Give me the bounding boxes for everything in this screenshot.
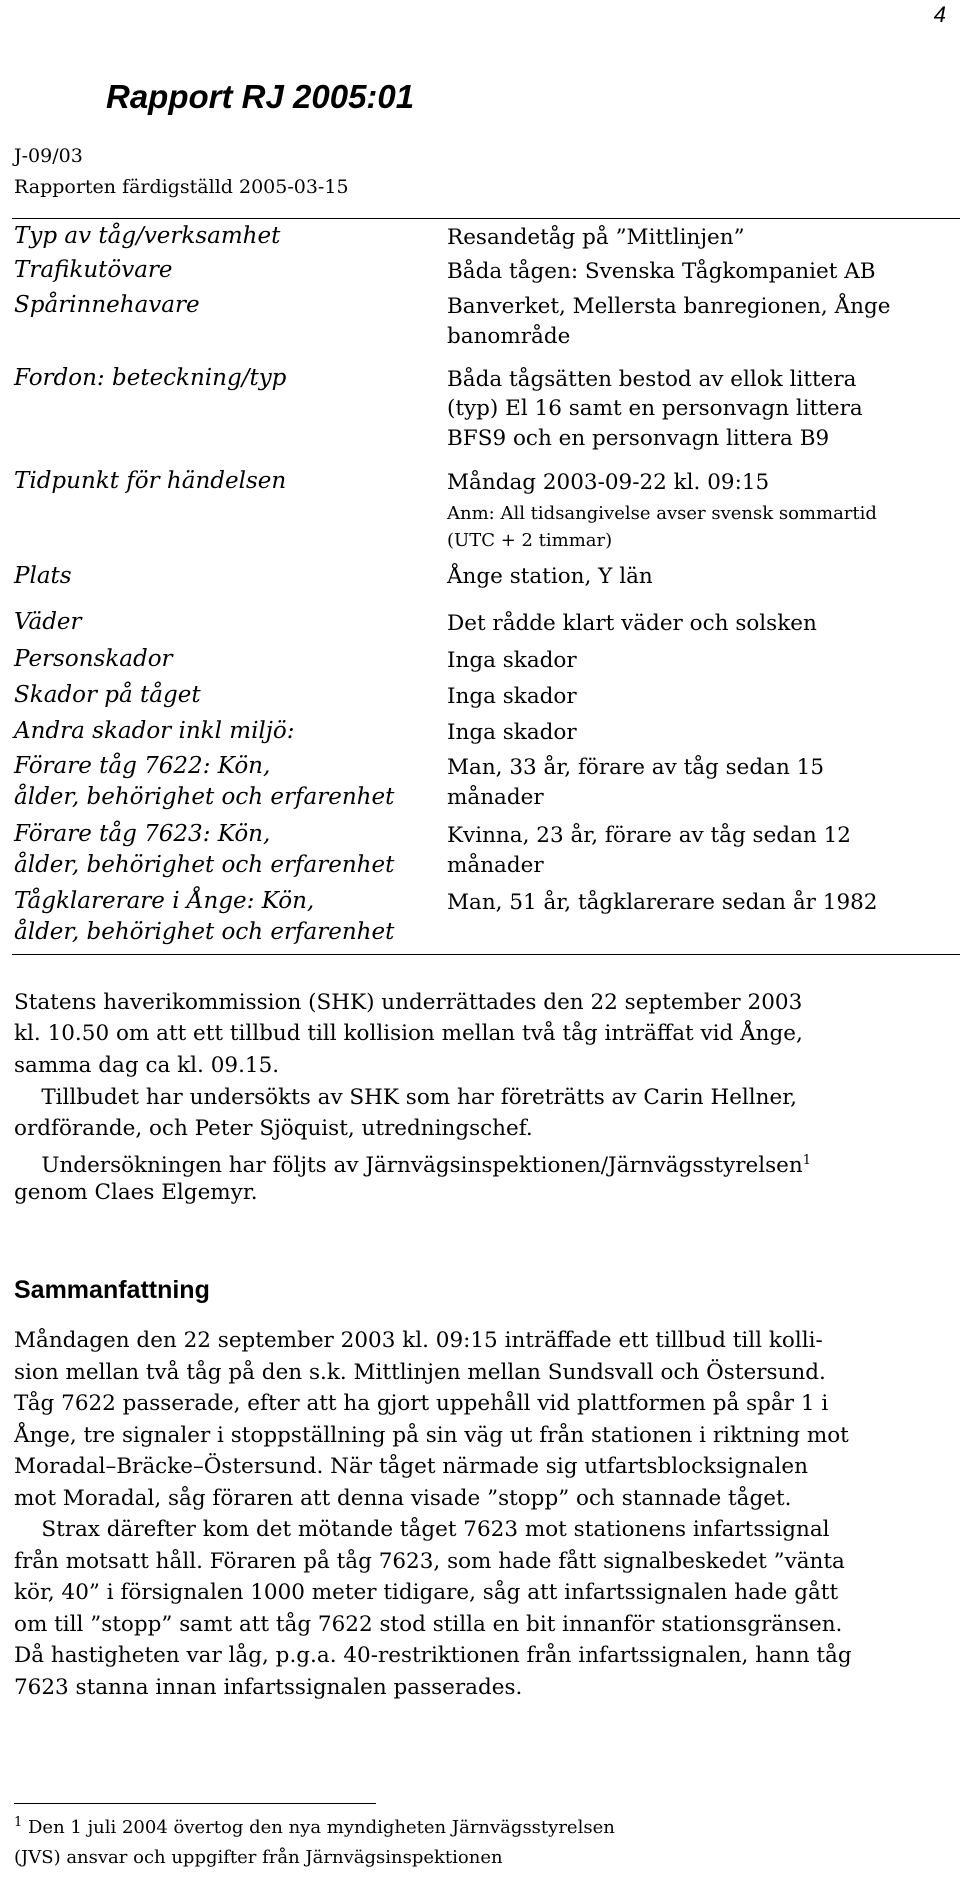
fact-value-vehicles-line3: BFS9 och en personvagn littera B9 xyxy=(447,426,830,451)
fact-value-driver-7623-line2: månader xyxy=(447,853,544,878)
fact-value-infrastructure-line2: banområde xyxy=(447,324,571,349)
fact-value-place: Ånge station, Y län xyxy=(447,564,653,589)
report-title: Rapport RJ 2005:01 xyxy=(106,78,415,115)
fact-value-driver-7622-line2: månader xyxy=(447,785,544,810)
fact-value-other-damage: Inga skador xyxy=(447,720,577,745)
summary-line: Strax därefter kom det mötande tåget 7623 mot stationens infartssignal xyxy=(14,1517,830,1542)
summary-line: Moradal–Bräcke–Östersund. När tåget närmade sig utfartsblocksignalen xyxy=(14,1454,808,1479)
summary-line: om till ”stopp” samt att tåg 7622 stod stilla en bit innanför stationsgränsen. xyxy=(14,1612,843,1637)
fact-label-driver-7623-line1: Förare tåg 7623: Kön, xyxy=(14,821,271,847)
fact-label-personal-injuries: Personskador xyxy=(14,646,173,672)
intro-line: kl. 10.50 om att ett tillbud till kollision mellan två tåg inträffat vid Ånge, xyxy=(14,1021,803,1046)
summary-line: mot Moradal, såg föraren att denna visade ”stopp” och stannade tåget. xyxy=(14,1486,792,1511)
summary-line: sion mellan två tåg på den s.k. Mittlinjen mellan Sundsvall och Östersund. xyxy=(14,1360,826,1385)
footnote-reference[interactable]: 1 xyxy=(802,1153,811,1168)
report-reference: J-09/03 xyxy=(14,145,83,167)
intro-line: ordförande, och Peter Sjöquist, utredningschef. xyxy=(14,1116,533,1141)
footnote-text: Den 1 juli 2004 övertog den nya myndigheten Järnvägsstyrelsen xyxy=(22,1817,615,1838)
fact-note-time-line1: Anm: All tidsangivelse avser svensk sommartid xyxy=(447,503,877,524)
fact-label-driver-7623-line2: ålder, behörighet och erfarenhet xyxy=(14,852,395,878)
fact-value-vehicles-line1: Båda tågsätten bestod av ellok littera xyxy=(447,367,857,392)
summary-line: 7623 stanna innan infartssignalen passerades. xyxy=(14,1675,523,1700)
fact-label-driver-7622-line2: ålder, behörighet och erfarenhet xyxy=(14,784,395,810)
summary-line: Måndagen den 22 september 2003 kl. 09:15 inträffade ett tillbud till kolli- xyxy=(14,1328,823,1353)
summary-line: Tåg 7622 passerade, efter att ha gjort uppehåll vid plattformen på spår 1 i xyxy=(14,1391,829,1416)
summary-line: kör, 40” i försignalen 1000 meter tidigare, såg att infartssignalen hade gått xyxy=(14,1580,839,1605)
footnote-divider xyxy=(14,1803,376,1804)
fact-value-time: Måndag 2003-09-22 kl. 09:15 xyxy=(447,470,770,495)
summary-line: från motsatt håll. Föraren på tåg 7623, som hade fått signalbeskedet ”vänta xyxy=(14,1549,845,1574)
fact-value-infrastructure-line1: Banverket, Mellersta banregionen, Ånge xyxy=(447,294,891,319)
summary-line: Ånge, tre signaler i stoppställning på sin väg ut från stationen i riktning mot xyxy=(14,1423,849,1448)
footnote-line xyxy=(14,1808,615,1843)
fact-value-dispatcher: Man, 51 år, tågklarerare sedan år 1982 xyxy=(447,890,878,915)
fact-label-weather: Väder xyxy=(14,609,82,635)
footnote xyxy=(14,1808,615,1873)
summary-heading: Sammanfattning xyxy=(14,1276,210,1304)
fact-value-train-damage: Inga skador xyxy=(447,684,577,709)
fact-value-vehicles-line2: (typ) El 16 samt en personvagn littera xyxy=(447,396,863,421)
facts-table xyxy=(12,218,960,955)
fact-label-train-damage: Skador på tåget xyxy=(14,682,201,708)
fact-value-train-type: Resandetåg på ”Mittlinjen” xyxy=(447,225,745,250)
summary-line: Då hastigheten var låg, p.g.a. 40-restriktionen från infartssignalen, hann tåg xyxy=(14,1643,852,1668)
fact-label-train-type: Typ av tåg/verksamhet xyxy=(14,223,281,249)
intro-line-text: Undersökningen har följts av Järnvägsinspektionen/Järnvägsstyrelsen xyxy=(14,1153,803,1179)
fact-label-dispatcher-line2: ålder, behörighet och erfarenhet xyxy=(14,919,395,945)
fact-label-time: Tidpunkt för händelsen xyxy=(14,468,287,494)
completion-date: Rapporten färdigställd 2005-03-15 xyxy=(14,176,349,198)
intro-line: Tillbudet har undersökts av SHK som har företrätts av Carin Hellner, xyxy=(14,1085,798,1110)
fact-value-operator: Båda tågen: Svenska Tågkompaniet AB xyxy=(447,259,876,284)
footnote-marker: 1 xyxy=(14,1815,23,1830)
fact-note-time-line2: (UTC + 2 timmar) xyxy=(447,530,613,551)
fact-label-place: Plats xyxy=(14,563,72,589)
page-number: 4 xyxy=(933,2,946,27)
fact-value-weather: Det rådde klart väder och solsken xyxy=(447,611,817,636)
fact-value-driver-7623-line1: Kvinna, 23 år, förare av tåg sedan 12 xyxy=(447,823,851,848)
fact-label-infrastructure: Spårinnehavare xyxy=(14,292,200,318)
fact-label-vehicles: Fordon: beteckning/typ xyxy=(14,365,287,391)
intro-line: genom Claes Elgemyr. xyxy=(14,1180,258,1205)
fact-label-other-damage: Andra skador inkl miljö: xyxy=(14,718,295,744)
fact-label-operator: Trafikutövare xyxy=(14,257,173,283)
fact-value-personal-injuries: Inga skador xyxy=(447,648,577,673)
footnote-line: (JVS) ansvar och uppgifter från Järnvägsinspektionen xyxy=(14,1847,503,1868)
fact-label-dispatcher-line1: Tågklarerare i Ånge: Kön, xyxy=(14,888,315,914)
fact-label-driver-7622-line1: Förare tåg 7622: Kön, xyxy=(14,753,271,779)
intro-line: Statens haverikommission (SHK) underrättades den 22 september 2003 xyxy=(14,990,803,1015)
fact-value-driver-7622-line1: Man, 33 år, förare av tåg sedan 15 xyxy=(447,755,825,780)
intro-line: samma dag ca kl. 09.15. xyxy=(14,1053,280,1078)
